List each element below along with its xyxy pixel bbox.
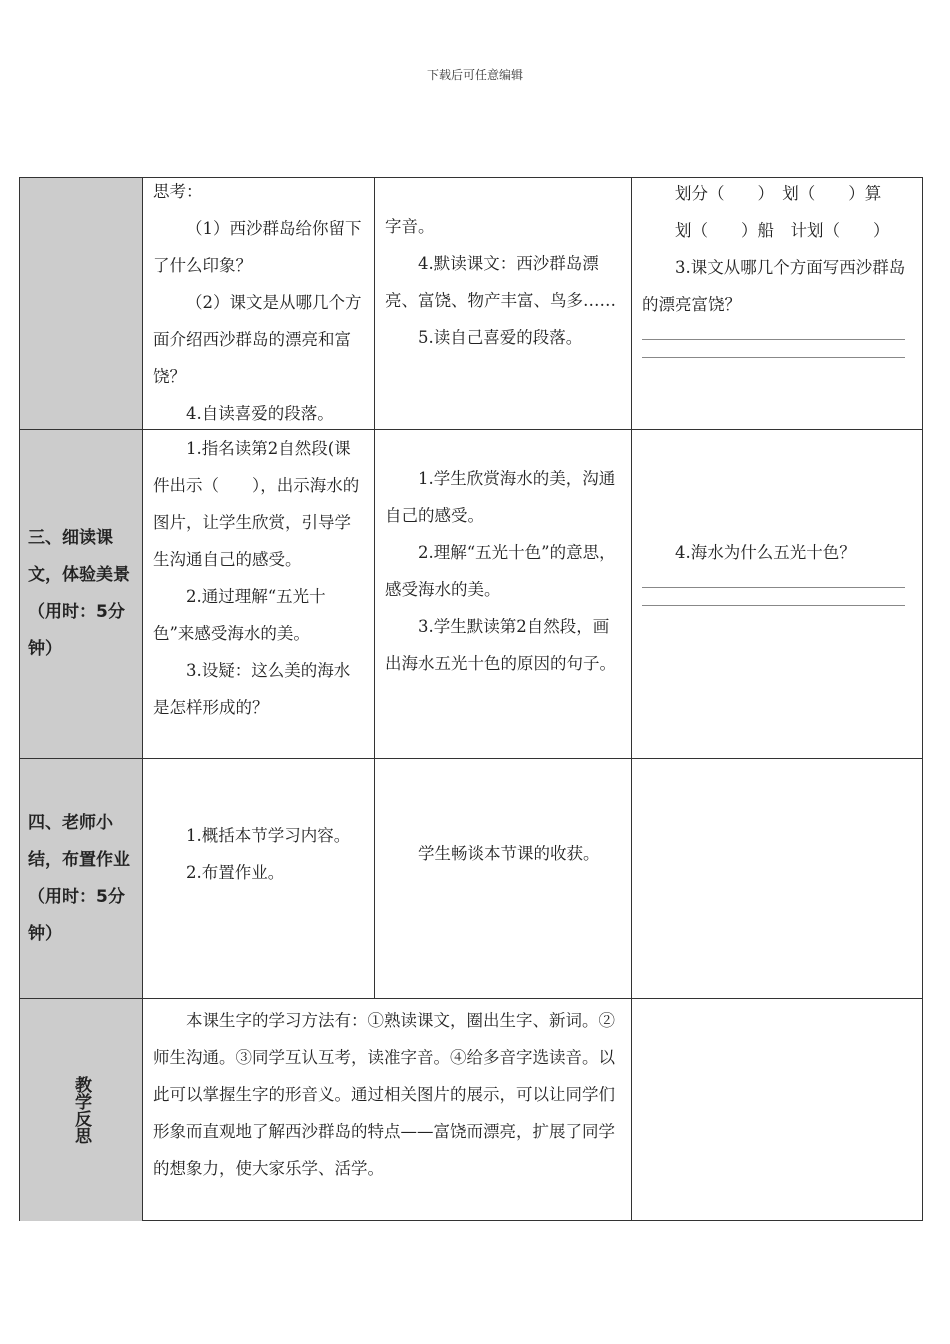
row3-teacher-line: 2.布置作业。 xyxy=(186,863,285,882)
row1-exercise-line: 3.课文从哪几个方面写西沙群岛的漂亮富饶？ xyxy=(642,258,906,314)
row4-label-cell xyxy=(20,999,143,1221)
reflection-text-cell xyxy=(143,999,632,1221)
row1-teacher-cell xyxy=(143,178,375,430)
row1-teacher-line: 4.自读喜爱的段落。 xyxy=(186,404,334,423)
answer-line xyxy=(642,587,905,588)
row4-empty-cell xyxy=(632,999,923,1221)
header-note: 下载后可任意编辑 xyxy=(426,68,523,82)
row1-label-cell xyxy=(20,178,143,430)
row2-teacher-line: 2.通过理解“五光十色”来感受海水的美。 xyxy=(153,587,326,643)
answer-line xyxy=(642,605,905,606)
row2-label-cell xyxy=(20,430,143,759)
row3-student-cell xyxy=(375,759,632,999)
row3-student-line: 学生畅谈本节课的收获。 xyxy=(418,844,600,863)
row2-teacher-cell xyxy=(143,430,375,759)
row1-teacher-line: （2）课文是从哪几个方面介绍西沙群岛的漂亮和富饶？ xyxy=(153,293,362,386)
row2-teacher-line: 3.设疑：这么美的海水是怎样形成的？ xyxy=(153,661,351,717)
row1-student-line: 5.读自己喜爱的段落。 xyxy=(418,328,583,347)
row3-teacher-cell xyxy=(143,759,375,999)
row1-exercise-line: 划（ ）船 计划（ ） xyxy=(675,221,890,240)
row2-student-line: 1.学生欣赏海水的美，沟通自己的感受。 xyxy=(385,469,616,525)
row1-teacher-line: 思考： xyxy=(153,182,203,201)
row2-student-line: 3.学生默读第2自然段，画出海水五光十色的原因的句子。 xyxy=(385,617,616,673)
section-3-label: 三、细读课文，体验美景（用时：5分钟） xyxy=(28,528,130,659)
row3-teacher-line: 1.概括本节学习内容。 xyxy=(186,826,351,845)
reflection-label: 教学反思 xyxy=(71,1076,91,1144)
answer-line xyxy=(642,357,905,358)
answer-line xyxy=(642,339,905,340)
row2-teacher-line: 1.指名读第2自然段(课件出示（ ），出示海水的图片，让学生欣赏，引导学生沟通自己的感受。 xyxy=(153,439,360,569)
row1-exercise-cell xyxy=(632,178,923,430)
row2-student-cell xyxy=(375,430,632,759)
row2-exercise-line: 4.海水为什么五光十色？ xyxy=(675,543,856,562)
row1-student-line: 4.默读课文：西沙群岛漂亮、富饶、物产丰富、鸟多…… xyxy=(385,254,616,310)
row3-exercise-cell xyxy=(632,759,923,999)
reflection-text: 本课生字的学习方法有：①熟读课文，圈出生字、新词。②师生沟通。③同学互认互考，读准字音。④给多音字选读音。以此可以掌握生字的形音义。通过相关图片的展示，可以让同学们形象而直观地了解西沙群岛的特点——富饶而漂亮，扩展了同学的想象力，使大家乐学、活学。 xyxy=(153,1011,615,1178)
lesson-plan-table xyxy=(19,177,923,1221)
row2-exercise-cell xyxy=(632,430,923,759)
row1-teacher-line: （1）西沙群岛给你留下了什么印象？ xyxy=(153,219,362,275)
row1-student-cell xyxy=(375,178,632,430)
row1-exercise-line: 划分（ ） 划（ ）算 xyxy=(675,184,882,203)
row2-student-line: 2.理解“五光十色”的意思，感受海水的美。 xyxy=(385,543,616,599)
row3-label-cell xyxy=(20,759,143,999)
section-4-label: 四、老师小结，布置作业（用时：5分钟） xyxy=(28,812,130,944)
row1-student-line: 字音。 xyxy=(385,217,435,236)
